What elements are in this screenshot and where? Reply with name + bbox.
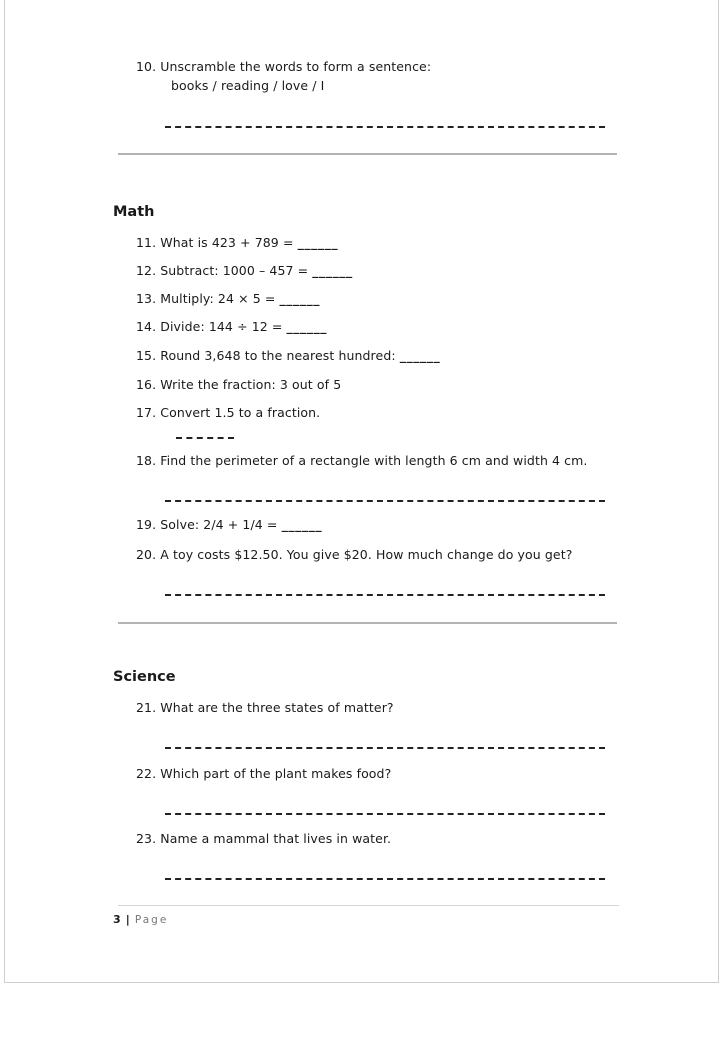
question-20: 20. A toy costs $12.50. You give $20. How much change do you get?: [136, 547, 573, 562]
answer-line-20[interactable]: [165, 594, 605, 596]
question-10-words: books / reading / love / I: [171, 78, 325, 93]
answer-line-17[interactable]: [176, 437, 234, 439]
page-footer: [113, 908, 168, 927]
answer-line-23[interactable]: [165, 878, 605, 880]
footer-rule: [118, 905, 619, 906]
question-19-text: 19. Solve: 2/4 + 1/4 =: [136, 517, 282, 532]
section-heading-science: Science: [113, 669, 176, 685]
answer-blank-15[interactable]: ______: [399, 348, 441, 363]
answer-blank-13[interactable]: ______: [279, 291, 320, 306]
answer-blank-14[interactable]: ______: [286, 319, 328, 334]
question-17: 17. Convert 1.5 to a fraction.: [136, 405, 321, 420]
question-11-text: 11. What is 423 + 789 =: [136, 235, 298, 250]
answer-line-18[interactable]: [165, 500, 605, 502]
question-15-text: 15. Round 3,648 to the nearest hundred:: [136, 348, 400, 363]
question-15: [136, 348, 440, 363]
question-12: [136, 263, 353, 278]
question-11: [136, 235, 338, 250]
question-13: [136, 291, 320, 306]
question-14: [136, 319, 327, 334]
answer-line-10[interactable]: [165, 126, 605, 128]
question-21: 21. What are the three states of matter?: [136, 700, 394, 715]
page-separator: |: [125, 913, 130, 926]
page-number: 3: [113, 913, 121, 926]
answer-line-22[interactable]: [165, 813, 605, 815]
question-18: 18. Find the perimeter of a rectangle with length 6 cm and width 4 cm.: [136, 453, 588, 468]
section-divider: [118, 622, 617, 624]
question-19: [136, 517, 322, 532]
document-page: [4, 0, 719, 983]
question-13-text: 13. Multiply: 24 × 5 =: [136, 291, 280, 306]
answer-blank-19[interactable]: ______: [281, 517, 323, 532]
answer-line-21[interactable]: [165, 747, 605, 749]
question-16: 16. Write the fraction: 3 out of 5: [136, 377, 342, 392]
answer-blank-12[interactable]: ______: [312, 263, 353, 278]
question-10-text: 10. Unscramble the words to form a sentence:: [136, 59, 432, 74]
question-23: 23. Name a mammal that lives in water.: [136, 831, 392, 846]
answer-blank-11[interactable]: ______: [297, 235, 339, 250]
section-heading-math: Math: [113, 204, 155, 220]
question-22: 22. Which part of the plant makes food?: [136, 766, 392, 781]
page-word: Page: [134, 914, 169, 926]
question-12-text: 12. Subtract: 1000 – 457 =: [136, 263, 313, 278]
question-10: [136, 59, 431, 74]
question-14-text: 14. Divide: 144 ÷ 12 =: [136, 319, 287, 334]
section-divider: [118, 153, 617, 155]
